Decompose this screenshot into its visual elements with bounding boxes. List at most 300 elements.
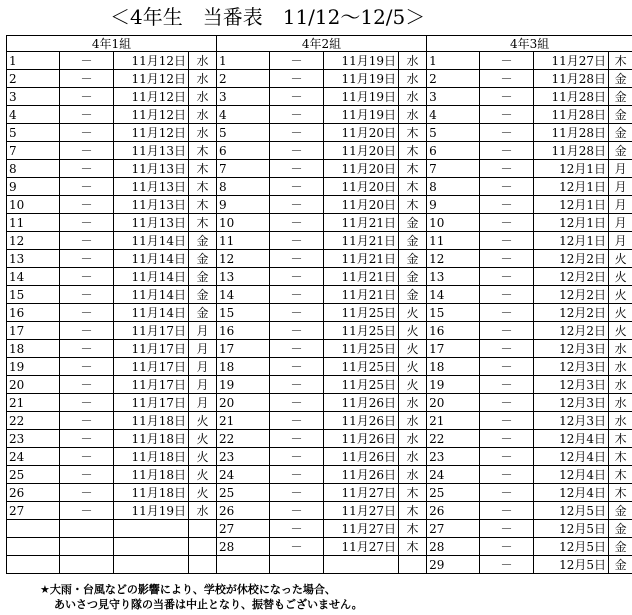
class3-weekday-cell: 火 — [609, 268, 632, 286]
page-title: ＜4年生 当番表 11/12～12/5＞ — [110, 5, 426, 29]
class1-date-cell: 11月18日 — [114, 466, 189, 484]
class1-empty-cell — [189, 556, 217, 574]
class3-number-cell: 12 — [427, 250, 480, 268]
class2-dash-cell: － — [270, 52, 324, 70]
table-row — [7, 52, 632, 70]
class2-date-cell: 11月19日 — [324, 88, 399, 106]
class1-empty-cell — [7, 520, 60, 538]
class3-number-cell: 16 — [427, 322, 480, 340]
class2-dash-cell: － — [270, 322, 324, 340]
table-row — [7, 178, 632, 196]
class3-number-cell: 5 — [427, 124, 480, 142]
class2-date-cell: 11月26日 — [324, 430, 399, 448]
class3-date-cell: 12月5日 — [534, 538, 609, 556]
class3-dash-cell: － — [480, 196, 534, 214]
class3-date-cell: 12月2日 — [534, 250, 609, 268]
class-header-1: 4年1組 — [7, 36, 217, 52]
class3-weekday-cell: 木 — [609, 484, 632, 502]
class2-number-cell: 25 — [217, 484, 270, 502]
class1-number-cell: 17 — [7, 322, 60, 340]
class1-date-cell: 11月12日 — [114, 124, 189, 142]
class3-weekday-cell: 月 — [609, 160, 632, 178]
class1-dash-cell: － — [60, 214, 114, 232]
class3-weekday-cell: 金 — [609, 556, 632, 574]
class-header-2: 4年2組 — [217, 36, 427, 52]
class2-date-cell: 11月25日 — [324, 358, 399, 376]
table-row — [7, 142, 632, 160]
class2-number-cell: 8 — [217, 178, 270, 196]
class3-weekday-cell: 火 — [609, 304, 632, 322]
class2-weekday-cell: 火 — [399, 376, 427, 394]
class1-weekday-cell: 金 — [189, 232, 217, 250]
table-row — [7, 430, 632, 448]
class1-date-cell: 11月14日 — [114, 232, 189, 250]
class2-number-cell: 24 — [217, 466, 270, 484]
class2-weekday-cell: 木 — [399, 160, 427, 178]
class2-date-cell: 11月26日 — [324, 466, 399, 484]
class2-date-cell: 11月27日 — [324, 538, 399, 556]
class2-number-cell: 18 — [217, 358, 270, 376]
class3-dash-cell: － — [480, 178, 534, 196]
class3-date-cell: 12月5日 — [534, 502, 609, 520]
class1-dash-cell: － — [60, 340, 114, 358]
class1-number-cell: 18 — [7, 340, 60, 358]
class3-weekday-cell: 金 — [609, 502, 632, 520]
class2-dash-cell: － — [270, 106, 324, 124]
class2-date-cell: 11月21日 — [324, 232, 399, 250]
class1-date-cell: 11月13日 — [114, 214, 189, 232]
class2-dash-cell: － — [270, 88, 324, 106]
class2-dash-cell: － — [270, 484, 324, 502]
class1-date-cell: 11月14日 — [114, 250, 189, 268]
class2-date-cell: 11月19日 — [324, 70, 399, 88]
class1-empty-cell — [7, 556, 60, 574]
class2-number-cell: 21 — [217, 412, 270, 430]
class1-dash-cell: － — [60, 394, 114, 412]
table-row — [7, 466, 632, 484]
class2-weekday-cell: 水 — [399, 466, 427, 484]
class1-number-cell: 16 — [7, 304, 60, 322]
class3-number-cell: 19 — [427, 376, 480, 394]
class3-date-cell: 12月1日 — [534, 232, 609, 250]
class1-date-cell: 11月18日 — [114, 448, 189, 466]
class2-date-cell: 11月27日 — [324, 520, 399, 538]
class1-weekday-cell: 木 — [189, 142, 217, 160]
class2-date-cell: 11月26日 — [324, 394, 399, 412]
class1-date-cell: 11月17日 — [114, 394, 189, 412]
class1-weekday-cell: 金 — [189, 304, 217, 322]
table-row — [7, 196, 632, 214]
class1-weekday-cell: 水 — [189, 106, 217, 124]
class2-date-cell: 11月20日 — [324, 178, 399, 196]
class1-number-cell: 23 — [7, 430, 60, 448]
class2-dash-cell: － — [270, 448, 324, 466]
class1-weekday-cell: 水 — [189, 124, 217, 142]
class1-weekday-cell: 火 — [189, 448, 217, 466]
class2-dash-cell: － — [270, 520, 324, 538]
class3-number-cell: 28 — [427, 538, 480, 556]
class3-dash-cell: － — [480, 304, 534, 322]
class3-date-cell: 11月28日 — [534, 124, 609, 142]
class1-date-cell: 11月13日 — [114, 142, 189, 160]
class2-dash-cell: － — [270, 142, 324, 160]
class3-date-cell: 12月3日 — [534, 394, 609, 412]
class2-number-cell: 12 — [217, 250, 270, 268]
class2-empty-cell — [217, 556, 270, 574]
class1-number-cell: 26 — [7, 484, 60, 502]
class2-number-cell: 28 — [217, 538, 270, 556]
class1-date-cell: 11月14日 — [114, 304, 189, 322]
table-row — [7, 70, 632, 88]
table-row — [7, 124, 632, 142]
class1-dash-cell: － — [60, 178, 114, 196]
note-line-1: ★大雨・台風などの影響により、学校が休校になった場合、 — [40, 583, 336, 596]
class1-date-cell: 11月14日 — [114, 286, 189, 304]
class3-weekday-cell: 水 — [609, 340, 632, 358]
class1-dash-cell: － — [60, 502, 114, 520]
class1-weekday-cell: 火 — [189, 484, 217, 502]
class1-dash-cell: － — [60, 196, 114, 214]
class2-weekday-cell: 木 — [399, 538, 427, 556]
table-row — [7, 394, 632, 412]
class3-weekday-cell: 水 — [609, 412, 632, 430]
class2-weekday-cell: 木 — [399, 178, 427, 196]
class3-dash-cell: － — [480, 52, 534, 70]
class2-weekday-cell: 水 — [399, 394, 427, 412]
class1-dash-cell: － — [60, 322, 114, 340]
class3-weekday-cell: 月 — [609, 214, 632, 232]
class2-date-cell: 11月20日 — [324, 196, 399, 214]
class1-date-cell: 11月19日 — [114, 502, 189, 520]
class1-dash-cell: － — [60, 70, 114, 88]
class1-number-cell: 5 — [7, 124, 60, 142]
class1-dash-cell: － — [60, 88, 114, 106]
class1-date-cell: 11月12日 — [114, 52, 189, 70]
class2-date-cell: 11月26日 — [324, 448, 399, 466]
class2-dash-cell: － — [270, 466, 324, 484]
class2-dash-cell: － — [270, 340, 324, 358]
class1-weekday-cell: 金 — [189, 268, 217, 286]
class3-dash-cell: － — [480, 232, 534, 250]
class3-number-cell: 24 — [427, 466, 480, 484]
class2-dash-cell: － — [270, 304, 324, 322]
class3-weekday-cell: 月 — [609, 178, 632, 196]
class1-date-cell: 11月17日 — [114, 376, 189, 394]
class3-number-cell: 20 — [427, 394, 480, 412]
class2-number-cell: 7 — [217, 160, 270, 178]
class2-number-cell: 10 — [217, 214, 270, 232]
table-row — [7, 376, 632, 394]
class2-number-cell: 26 — [217, 502, 270, 520]
class3-dash-cell: － — [480, 358, 534, 376]
class1-dash-cell: － — [60, 124, 114, 142]
class3-number-cell: 7 — [427, 160, 480, 178]
class1-number-cell: 21 — [7, 394, 60, 412]
class2-date-cell: 11月26日 — [324, 412, 399, 430]
class1-date-cell: 11月18日 — [114, 484, 189, 502]
class2-number-cell: 4 — [217, 106, 270, 124]
class3-weekday-cell: 金 — [609, 538, 632, 556]
class2-weekday-cell: 金 — [399, 232, 427, 250]
class3-dash-cell: － — [480, 430, 534, 448]
class2-date-cell: 11月20日 — [324, 124, 399, 142]
class2-number-cell: 6 — [217, 142, 270, 160]
class3-date-cell: 12月1日 — [534, 214, 609, 232]
class1-dash-cell: － — [60, 250, 114, 268]
class2-date-cell: 11月21日 — [324, 214, 399, 232]
class1-dash-cell: － — [60, 304, 114, 322]
class1-weekday-cell: 水 — [189, 70, 217, 88]
table-row — [7, 214, 632, 232]
class1-dash-cell: － — [60, 286, 114, 304]
class3-date-cell: 12月1日 — [534, 196, 609, 214]
class2-number-cell: 17 — [217, 340, 270, 358]
class2-weekday-cell: 水 — [399, 70, 427, 88]
class2-weekday-cell: 木 — [399, 196, 427, 214]
class1-empty-cell — [60, 556, 114, 574]
class2-date-cell: 11月27日 — [324, 484, 399, 502]
class1-date-cell: 11月17日 — [114, 322, 189, 340]
class3-number-cell: 9 — [427, 196, 480, 214]
class3-date-cell: 12月3日 — [534, 340, 609, 358]
class2-empty-cell — [270, 556, 324, 574]
class2-dash-cell: － — [270, 376, 324, 394]
class2-number-cell: 20 — [217, 394, 270, 412]
class3-date-cell: 11月27日 — [534, 52, 609, 70]
class3-number-cell: 14 — [427, 286, 480, 304]
class1-number-cell: 8 — [7, 160, 60, 178]
class2-dash-cell: － — [270, 232, 324, 250]
class1-date-cell: 11月17日 — [114, 340, 189, 358]
class3-date-cell: 12月4日 — [534, 484, 609, 502]
class3-dash-cell: － — [480, 214, 534, 232]
class3-date-cell: 11月28日 — [534, 88, 609, 106]
table-row — [7, 232, 632, 250]
class3-number-cell: 21 — [427, 412, 480, 430]
table-row — [7, 106, 632, 124]
class1-weekday-cell: 木 — [189, 196, 217, 214]
class3-date-cell: 12月4日 — [534, 466, 609, 484]
table-row — [7, 304, 632, 322]
class3-number-cell: 17 — [427, 340, 480, 358]
class2-weekday-cell: 金 — [399, 286, 427, 304]
class1-date-cell: 11月13日 — [114, 178, 189, 196]
class1-number-cell: 11 — [7, 214, 60, 232]
table-row — [7, 484, 632, 502]
table-row — [7, 322, 632, 340]
class1-weekday-cell: 月 — [189, 322, 217, 340]
class1-dash-cell: － — [60, 160, 114, 178]
class2-dash-cell: － — [270, 70, 324, 88]
class2-number-cell: 22 — [217, 430, 270, 448]
class3-number-cell: 22 — [427, 430, 480, 448]
class1-number-cell: 24 — [7, 448, 60, 466]
class2-weekday-cell: 火 — [399, 340, 427, 358]
class2-number-cell: 19 — [217, 376, 270, 394]
class3-number-cell: 6 — [427, 142, 480, 160]
class1-date-cell: 11月17日 — [114, 358, 189, 376]
class1-weekday-cell: 金 — [189, 286, 217, 304]
class2-number-cell: 13 — [217, 268, 270, 286]
class1-weekday-cell: 水 — [189, 88, 217, 106]
class3-dash-cell: － — [480, 250, 534, 268]
class2-dash-cell: － — [270, 196, 324, 214]
class1-number-cell: 1 — [7, 52, 60, 70]
class1-dash-cell: － — [60, 466, 114, 484]
class1-empty-cell — [114, 556, 189, 574]
class2-weekday-cell: 水 — [399, 106, 427, 124]
class3-dash-cell: － — [480, 286, 534, 304]
class3-weekday-cell: 水 — [609, 376, 632, 394]
table-row — [7, 160, 632, 178]
table-row — [7, 250, 632, 268]
class3-date-cell: 12月1日 — [534, 160, 609, 178]
class3-number-cell: 26 — [427, 502, 480, 520]
class2-weekday-cell: 火 — [399, 358, 427, 376]
class3-date-cell: 12月1日 — [534, 178, 609, 196]
class3-date-cell: 12月5日 — [534, 520, 609, 538]
class3-number-cell: 18 — [427, 358, 480, 376]
class3-number-cell: 15 — [427, 304, 480, 322]
class3-weekday-cell: 木 — [609, 466, 632, 484]
class3-weekday-cell: 金 — [609, 106, 632, 124]
class1-weekday-cell: 木 — [189, 160, 217, 178]
class2-dash-cell: － — [270, 358, 324, 376]
class2-weekday-cell: 水 — [399, 88, 427, 106]
class2-dash-cell: － — [270, 124, 324, 142]
class2-dash-cell: － — [270, 502, 324, 520]
class1-weekday-cell: 水 — [189, 502, 217, 520]
class1-number-cell: 19 — [7, 358, 60, 376]
class2-dash-cell: － — [270, 178, 324, 196]
class1-empty-cell — [114, 520, 189, 538]
class3-weekday-cell: 木 — [609, 52, 632, 70]
class3-weekday-cell: 金 — [609, 520, 632, 538]
class2-weekday-cell: 火 — [399, 322, 427, 340]
class2-number-cell: 16 — [217, 322, 270, 340]
class1-dash-cell: － — [60, 142, 114, 160]
class3-date-cell: 12月4日 — [534, 448, 609, 466]
class1-dash-cell: － — [60, 412, 114, 430]
class3-weekday-cell: 水 — [609, 394, 632, 412]
class3-number-cell: 4 — [427, 106, 480, 124]
class1-number-cell: 2 — [7, 70, 60, 88]
class2-date-cell: 11月25日 — [324, 340, 399, 358]
class3-dash-cell: － — [480, 520, 534, 538]
class1-weekday-cell: 木 — [189, 214, 217, 232]
class1-weekday-cell: 月 — [189, 376, 217, 394]
class2-weekday-cell: 金 — [399, 268, 427, 286]
class3-number-cell: 13 — [427, 268, 480, 286]
class3-weekday-cell: 金 — [609, 70, 632, 88]
class2-weekday-cell: 木 — [399, 142, 427, 160]
class2-dash-cell: － — [270, 286, 324, 304]
class3-date-cell: 12月2日 — [534, 268, 609, 286]
class2-dash-cell: － — [270, 394, 324, 412]
class2-weekday-cell: 木 — [399, 124, 427, 142]
table-row — [7, 286, 632, 304]
class2-dash-cell: － — [270, 268, 324, 286]
class1-date-cell: 11月12日 — [114, 106, 189, 124]
class3-number-cell: 3 — [427, 88, 480, 106]
class1-dash-cell: － — [60, 376, 114, 394]
class1-empty-cell — [7, 538, 60, 556]
class3-dash-cell: － — [480, 340, 534, 358]
class3-date-cell: 12月2日 — [534, 286, 609, 304]
class3-dash-cell: － — [480, 466, 534, 484]
table-row — [7, 412, 632, 430]
table-row — [7, 268, 632, 286]
class3-weekday-cell: 木 — [609, 430, 632, 448]
table-row — [7, 340, 632, 358]
class2-date-cell: 11月25日 — [324, 376, 399, 394]
class2-dash-cell: － — [270, 160, 324, 178]
class2-number-cell: 11 — [217, 232, 270, 250]
class1-weekday-cell: 月 — [189, 358, 217, 376]
class3-date-cell: 12月3日 — [534, 412, 609, 430]
class1-date-cell: 11月12日 — [114, 70, 189, 88]
class3-dash-cell: － — [480, 106, 534, 124]
note-line-2: あいさつ見守り隊の当番は中止となり、振替もございません。 — [54, 598, 363, 611]
class1-weekday-cell: 火 — [189, 430, 217, 448]
class2-empty-cell — [399, 556, 427, 574]
class2-date-cell: 11月21日 — [324, 250, 399, 268]
class3-weekday-cell: 火 — [609, 250, 632, 268]
class3-number-cell: 27 — [427, 520, 480, 538]
class1-dash-cell: － — [60, 430, 114, 448]
class3-date-cell: 12月2日 — [534, 322, 609, 340]
class1-number-cell: 7 — [7, 142, 60, 160]
class2-date-cell: 11月21日 — [324, 268, 399, 286]
class1-date-cell: 11月14日 — [114, 268, 189, 286]
class1-date-cell: 11月13日 — [114, 160, 189, 178]
class1-dash-cell: － — [60, 484, 114, 502]
class1-dash-cell: － — [60, 448, 114, 466]
class2-dash-cell: － — [270, 430, 324, 448]
class2-dash-cell: － — [270, 250, 324, 268]
class3-dash-cell: － — [480, 268, 534, 286]
class3-weekday-cell: 水 — [609, 358, 632, 376]
class1-empty-cell — [189, 520, 217, 538]
class3-weekday-cell: 木 — [609, 448, 632, 466]
table-row — [7, 556, 632, 574]
class3-number-cell: 23 — [427, 448, 480, 466]
class2-empty-cell — [324, 556, 399, 574]
class1-empty-cell — [60, 520, 114, 538]
class1-dash-cell: － — [60, 232, 114, 250]
class1-number-cell: 4 — [7, 106, 60, 124]
class3-weekday-cell: 金 — [609, 142, 632, 160]
class2-weekday-cell: 水 — [399, 448, 427, 466]
class3-dash-cell: － — [480, 394, 534, 412]
class2-number-cell: 27 — [217, 520, 270, 538]
class1-empty-cell — [189, 538, 217, 556]
class1-number-cell: 10 — [7, 196, 60, 214]
table-row — [7, 538, 632, 556]
class2-number-cell: 9 — [217, 196, 270, 214]
class3-dash-cell: － — [480, 142, 534, 160]
class1-dash-cell: － — [60, 358, 114, 376]
class2-weekday-cell: 金 — [399, 250, 427, 268]
class1-number-cell: 12 — [7, 232, 60, 250]
class1-number-cell: 20 — [7, 376, 60, 394]
class3-number-cell: 8 — [427, 178, 480, 196]
class3-dash-cell: － — [480, 322, 534, 340]
table-row — [7, 88, 632, 106]
class2-date-cell: 11月21日 — [324, 286, 399, 304]
class2-dash-cell: － — [270, 412, 324, 430]
class1-number-cell: 13 — [7, 250, 60, 268]
